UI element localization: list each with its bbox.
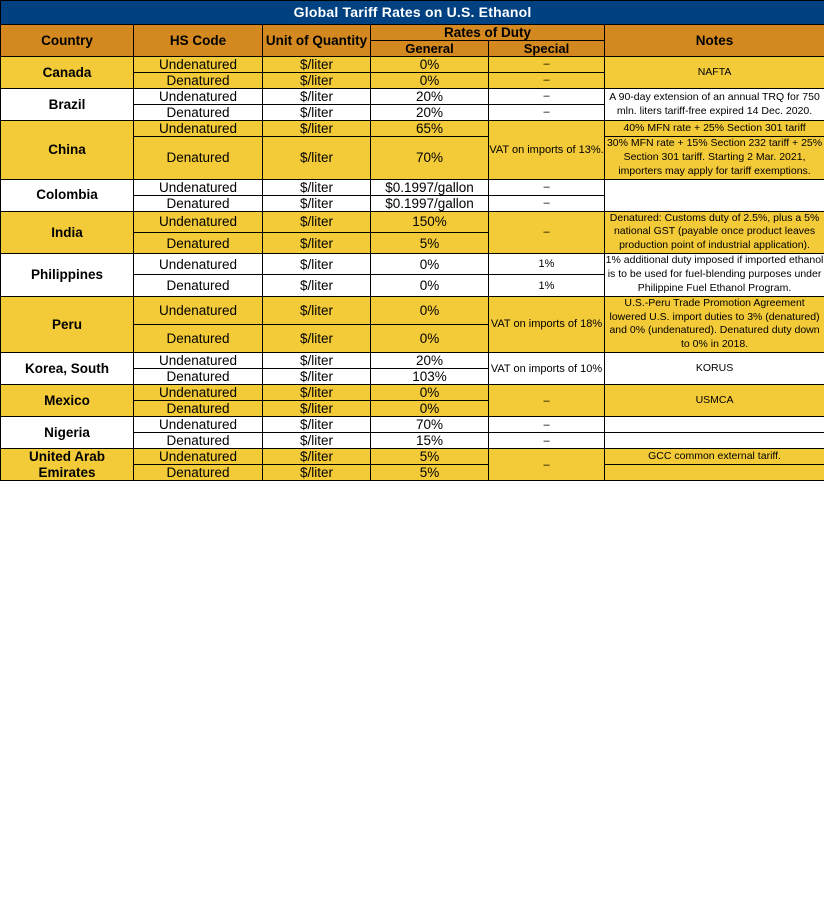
cell-special-rate: VAT on imports of 13%. bbox=[489, 121, 605, 180]
cell-country: India bbox=[1, 211, 134, 254]
cell-special-rate: – bbox=[489, 89, 605, 105]
cell-unit-of-quantity: $/liter bbox=[263, 89, 371, 105]
cell-unit-of-quantity: $/liter bbox=[263, 179, 371, 195]
cell-country: Korea, South bbox=[1, 353, 134, 385]
page-title: Global Tariff Rates on U.S. Ethanol bbox=[1, 1, 824, 25]
cell-country: Colombia bbox=[1, 179, 134, 211]
cell-unit-of-quantity: $/liter bbox=[263, 121, 371, 137]
cell-hs-code: Denatured bbox=[134, 369, 263, 385]
cell-unit-of-quantity: $/liter bbox=[263, 137, 371, 180]
cell-general-rate: 70% bbox=[371, 417, 489, 433]
column-header-general: General bbox=[371, 41, 489, 57]
table-row bbox=[1, 57, 824, 73]
header-row-primary bbox=[1, 25, 824, 41]
cell-country: Philippines bbox=[1, 254, 134, 297]
cell-general-rate: 0% bbox=[371, 57, 489, 73]
cell-general-rate: 0% bbox=[371, 254, 489, 275]
cell-country: Mexico bbox=[1, 385, 134, 417]
table-row bbox=[1, 179, 824, 195]
cell-special-rate: 1% bbox=[489, 254, 605, 275]
cell-country: Canada bbox=[1, 57, 134, 89]
cell-special-rate: – bbox=[489, 105, 605, 121]
cell-special-rate: – bbox=[489, 57, 605, 73]
cell-unit-of-quantity: $/liter bbox=[263, 465, 371, 481]
cell-special-rate: – bbox=[489, 417, 605, 433]
table-row bbox=[1, 353, 824, 369]
cell-hs-code: Undenatured bbox=[134, 385, 263, 401]
cell-general-rate: 20% bbox=[371, 353, 489, 369]
cell-general-rate: $0.1997/gallon bbox=[371, 195, 489, 211]
cell-unit-of-quantity: $/liter bbox=[263, 449, 371, 465]
cell-hs-code: Undenatured bbox=[134, 353, 263, 369]
table-row bbox=[1, 296, 824, 324]
cell-special-rate: 1% bbox=[489, 275, 605, 296]
table-header bbox=[1, 1, 824, 57]
cell-unit-of-quantity: $/liter bbox=[263, 369, 371, 385]
cell-general-rate: 0% bbox=[371, 385, 489, 401]
cell-unit-of-quantity: $/liter bbox=[263, 57, 371, 73]
table-row bbox=[1, 417, 824, 433]
title-row bbox=[1, 1, 824, 25]
cell-general-rate: 70% bbox=[371, 137, 489, 180]
cell-notes bbox=[605, 465, 824, 481]
cell-special-rate: – bbox=[489, 449, 605, 481]
table-row bbox=[1, 254, 824, 275]
cell-special-rate: – bbox=[489, 73, 605, 89]
cell-general-rate: $0.1997/gallon bbox=[371, 179, 489, 195]
cell-hs-code: Denatured bbox=[134, 433, 263, 449]
cell-special-rate: – bbox=[489, 433, 605, 449]
cell-unit-of-quantity: $/liter bbox=[263, 401, 371, 417]
cell-special-rate: – bbox=[489, 179, 605, 195]
cell-general-rate: 5% bbox=[371, 449, 489, 465]
cell-hs-code: Undenatured bbox=[134, 449, 263, 465]
cell-notes bbox=[605, 179, 824, 211]
cell-hs-code: Denatured bbox=[134, 232, 263, 253]
cell-unit-of-quantity: $/liter bbox=[263, 353, 371, 369]
cell-unit-of-quantity: $/liter bbox=[263, 324, 371, 352]
cell-unit-of-quantity: $/liter bbox=[263, 232, 371, 253]
table-row bbox=[1, 449, 824, 465]
cell-general-rate: 150% bbox=[371, 211, 489, 232]
cell-hs-code: Undenatured bbox=[134, 179, 263, 195]
column-header-country: Country bbox=[1, 25, 134, 57]
cell-notes: A 90-day extension of an annual TRQ for 750 mln. liters tariff-free expired 14 Dec. 2020. bbox=[605, 89, 824, 121]
cell-general-rate: 15% bbox=[371, 433, 489, 449]
cell-general-rate: 0% bbox=[371, 401, 489, 417]
cell-special-rate: – bbox=[489, 211, 605, 254]
table-row bbox=[1, 89, 824, 105]
cell-hs-code: Denatured bbox=[134, 137, 263, 180]
cell-general-rate: 0% bbox=[371, 73, 489, 89]
cell-unit-of-quantity: $/liter bbox=[263, 385, 371, 401]
cell-notes: U.S.-Peru Trade Promotion Agreement lowered U.S. import duties to 3% (denatured) and 0% (undenatured). Denatured duty down to 0% in 2018. bbox=[605, 296, 824, 352]
cell-unit-of-quantity: $/liter bbox=[263, 195, 371, 211]
cell-notes bbox=[605, 433, 824, 449]
column-header-rates-of-duty: Rates of Duty bbox=[371, 25, 605, 41]
cell-country: China bbox=[1, 121, 134, 180]
cell-hs-code: Undenatured bbox=[134, 417, 263, 433]
cell-general-rate: 0% bbox=[371, 324, 489, 352]
cell-country: Brazil bbox=[1, 89, 134, 121]
cell-unit-of-quantity: $/liter bbox=[263, 73, 371, 89]
cell-general-rate: 20% bbox=[371, 105, 489, 121]
cell-general-rate: 0% bbox=[371, 275, 489, 296]
cell-special-rate: – bbox=[489, 385, 605, 417]
cell-notes: 30% MFN rate + 15% Section 232 tariff + 25% Section 301 tariff. Starting 2 Mar. 2021, importers may apply for tariff exemptions. bbox=[605, 137, 824, 180]
cell-unit-of-quantity: $/liter bbox=[263, 417, 371, 433]
cell-notes: GCC common external tariff. bbox=[605, 449, 824, 465]
cell-notes: Denatured: Customs duty of 2.5%, plus a 5% national GST (payable once product leaves production point of industrial application). bbox=[605, 211, 824, 254]
column-header-notes: Notes bbox=[605, 25, 824, 57]
cell-hs-code: Undenatured bbox=[134, 57, 263, 73]
cell-unit-of-quantity: $/liter bbox=[263, 254, 371, 275]
table-row bbox=[1, 385, 824, 401]
cell-hs-code: Denatured bbox=[134, 195, 263, 211]
cell-general-rate: 0% bbox=[371, 296, 489, 324]
column-header-hs-code: HS Code bbox=[134, 25, 263, 57]
cell-country: United Arab Emirates bbox=[1, 449, 134, 481]
cell-unit-of-quantity: $/liter bbox=[263, 105, 371, 121]
table-row bbox=[1, 211, 824, 232]
table-body bbox=[1, 57, 824, 481]
cell-general-rate: 5% bbox=[371, 232, 489, 253]
cell-general-rate: 5% bbox=[371, 465, 489, 481]
cell-general-rate: 103% bbox=[371, 369, 489, 385]
cell-hs-code: Undenatured bbox=[134, 211, 263, 232]
cell-country: Peru bbox=[1, 296, 134, 352]
cell-hs-code: Denatured bbox=[134, 324, 263, 352]
cell-special-rate: VAT on imports of 10% bbox=[489, 353, 605, 385]
cell-hs-code: Denatured bbox=[134, 465, 263, 481]
cell-notes: USMCA bbox=[605, 385, 824, 417]
table-row bbox=[1, 121, 824, 137]
cell-unit-of-quantity: $/liter bbox=[263, 296, 371, 324]
cell-hs-code: Undenatured bbox=[134, 121, 263, 137]
column-header-unit-of-quantity: Unit of Quantity bbox=[263, 25, 371, 57]
cell-unit-of-quantity: $/liter bbox=[263, 433, 371, 449]
cell-country: Nigeria bbox=[1, 417, 134, 449]
cell-hs-code: Undenatured bbox=[134, 296, 263, 324]
cell-notes bbox=[605, 417, 824, 433]
cell-notes: 1% additional duty imposed if imported ethanol is to be used for fuel-blending purposes under Philippine Fuel Ethanol Program. bbox=[605, 254, 824, 297]
cell-notes: NAFTA bbox=[605, 57, 824, 89]
cell-unit-of-quantity: $/liter bbox=[263, 211, 371, 232]
cell-special-rate: VAT on imports of 18% bbox=[489, 296, 605, 352]
cell-notes: KORUS bbox=[605, 353, 824, 385]
cell-general-rate: 65% bbox=[371, 121, 489, 137]
cell-notes: 40% MFN rate + 25% Section 301 tariff bbox=[605, 121, 824, 137]
cell-unit-of-quantity: $/liter bbox=[263, 275, 371, 296]
cell-general-rate: 20% bbox=[371, 89, 489, 105]
cell-hs-code: Denatured bbox=[134, 73, 263, 89]
cell-hs-code: Denatured bbox=[134, 401, 263, 417]
column-header-special: Special bbox=[489, 41, 605, 57]
cell-hs-code: Denatured bbox=[134, 275, 263, 296]
cell-hs-code: Undenatured bbox=[134, 254, 263, 275]
cell-hs-code: Denatured bbox=[134, 105, 263, 121]
cell-hs-code: Undenatured bbox=[134, 89, 263, 105]
cell-special-rate: – bbox=[489, 195, 605, 211]
